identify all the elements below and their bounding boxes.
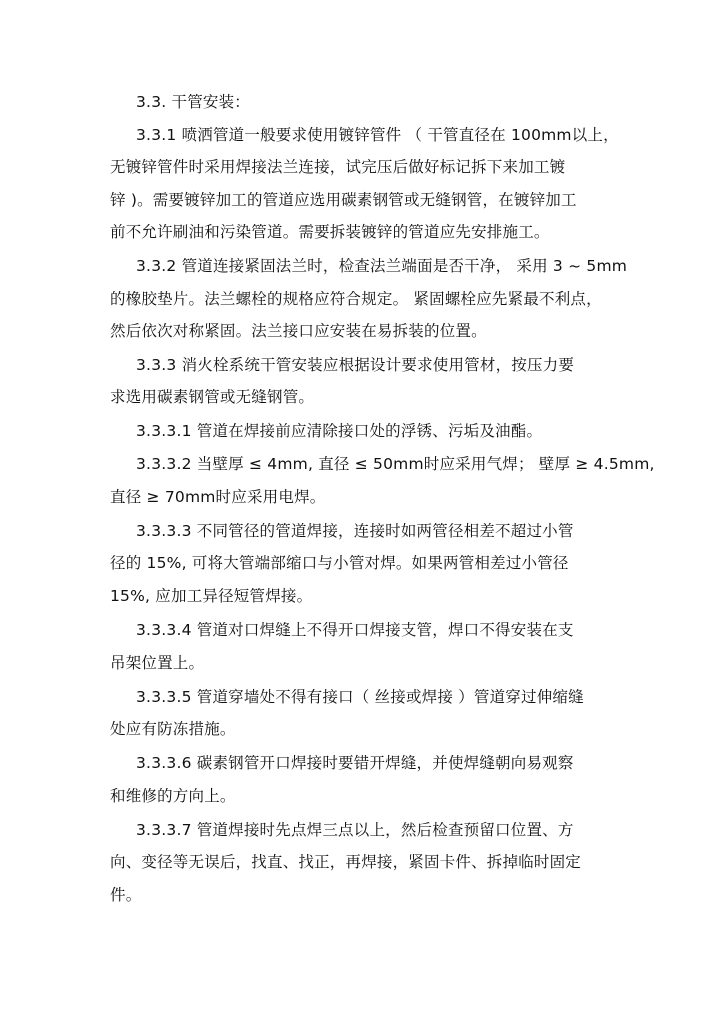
paragraph-3-3-2-line-1: 3.3.2 管道连接紧固法兰时，检查法兰端面是否干净， 采用 3 ~ 5mm — [136, 257, 628, 275]
paragraph-3-3-3-3-line-2: 径的 15%, 可将大管端部缩口与小管对焊。如果两管相差过小管径 — [110, 554, 569, 572]
paragraph-3-3-3-4-line-2: 吊架位置上。 — [110, 654, 205, 672]
paragraph-3-3-3-6-line-1: 3.3.3.6 碳素钢管开口焊接时要错开焊缝，并使焊缝朝向易观察 — [136, 754, 574, 772]
section-heading-3-3: 3.3. 干管安装： — [136, 93, 251, 111]
paragraph-3-3-3-2-line-1: 3.3.3.2 当壁厚 ≤ 4mm, 直径 ≤ 50mm时应采用气焊； 壁厚 ≥ 4.5mm, — [136, 455, 655, 473]
paragraph-3-3-3-2-line-2: 直径 ≥ 70mm时应采用电焊。 — [110, 488, 326, 506]
paragraph-3-3-3-3-line-1: 3.3.3.3 不同管径的管道焊接，连接时如两管径相差不超过小管 — [136, 522, 574, 540]
paragraph-3-3-2-line-2: 的橡胶垫片。法兰螺栓的规格应符合规定。 紧固螺栓应先紧最不利点， — [110, 290, 602, 308]
paragraph-3-3-1-line-2: 无镀锌管件时采用焊接法兰连接，试完压后做好标记拆下来加工镀 — [110, 158, 566, 176]
paragraph-3-3-3-5-line-2: 处应有防冻措施。 — [110, 720, 236, 738]
paragraph-3-3-3-3-line-3: 15%, 应加工异径短管焊接。 — [110, 587, 313, 605]
paragraph-3-3-1-line-3: 锌 )。需要镀锌加工的管道应选用碳素钢管或无缝钢管，在镀锌加工 — [110, 191, 577, 209]
paragraph-3-3-3-7-line-2: 向、变径等无误后，找直、找正，再焊接，紧固卡件、拆掉临时固定 — [110, 853, 582, 871]
paragraph-3-3-3-line-2: 求选用碳素钢管或无缝钢管。 — [110, 388, 315, 406]
paragraph-3-3-1-line-1: 3.3.1 喷洒管道一般要求使用镀锌管件 （ 干管直径在 100mm以上， — [136, 126, 619, 144]
paragraph-3-3-3-4-line-1: 3.3.3.4 管道对口焊缝上不得开口焊接支管，焊口不得安装在支 — [136, 621, 574, 639]
paragraph-3-3-3-line-1: 3.3.3 消火栓系统干管安装应根据设计要求使用管材，按压力要 — [136, 356, 575, 374]
paragraph-3-3-3-6-line-2: 和维修的方向上。 — [110, 787, 236, 805]
paragraph-3-3-3-5-line-1: 3.3.3.5 管道穿墙处不得有接口（ 丝接或焊接 ）管道穿过伸缩缝 — [136, 688, 584, 706]
paragraph-3-3-3-7-line-1: 3.3.3.7 管道焊接时先点焊三点以上，然后检查预留口位置、方 — [136, 821, 574, 839]
paragraph-3-3-2-line-3: 然后依次对称紧固。法兰接口应安装在易拆装的位置。 — [110, 322, 487, 340]
paragraph-3-3-3-7-line-3: 件。 — [110, 886, 142, 904]
paragraph-3-3-1-line-4: 前不允许刷油和污染管道。需要拆装镀锌的管道应先安排施工。 — [110, 223, 550, 241]
paragraph-3-3-3-1-line-1: 3.3.3.1 管道在焊接前应清除接口处的浮锈、污垢及油酯。 — [136, 422, 543, 440]
